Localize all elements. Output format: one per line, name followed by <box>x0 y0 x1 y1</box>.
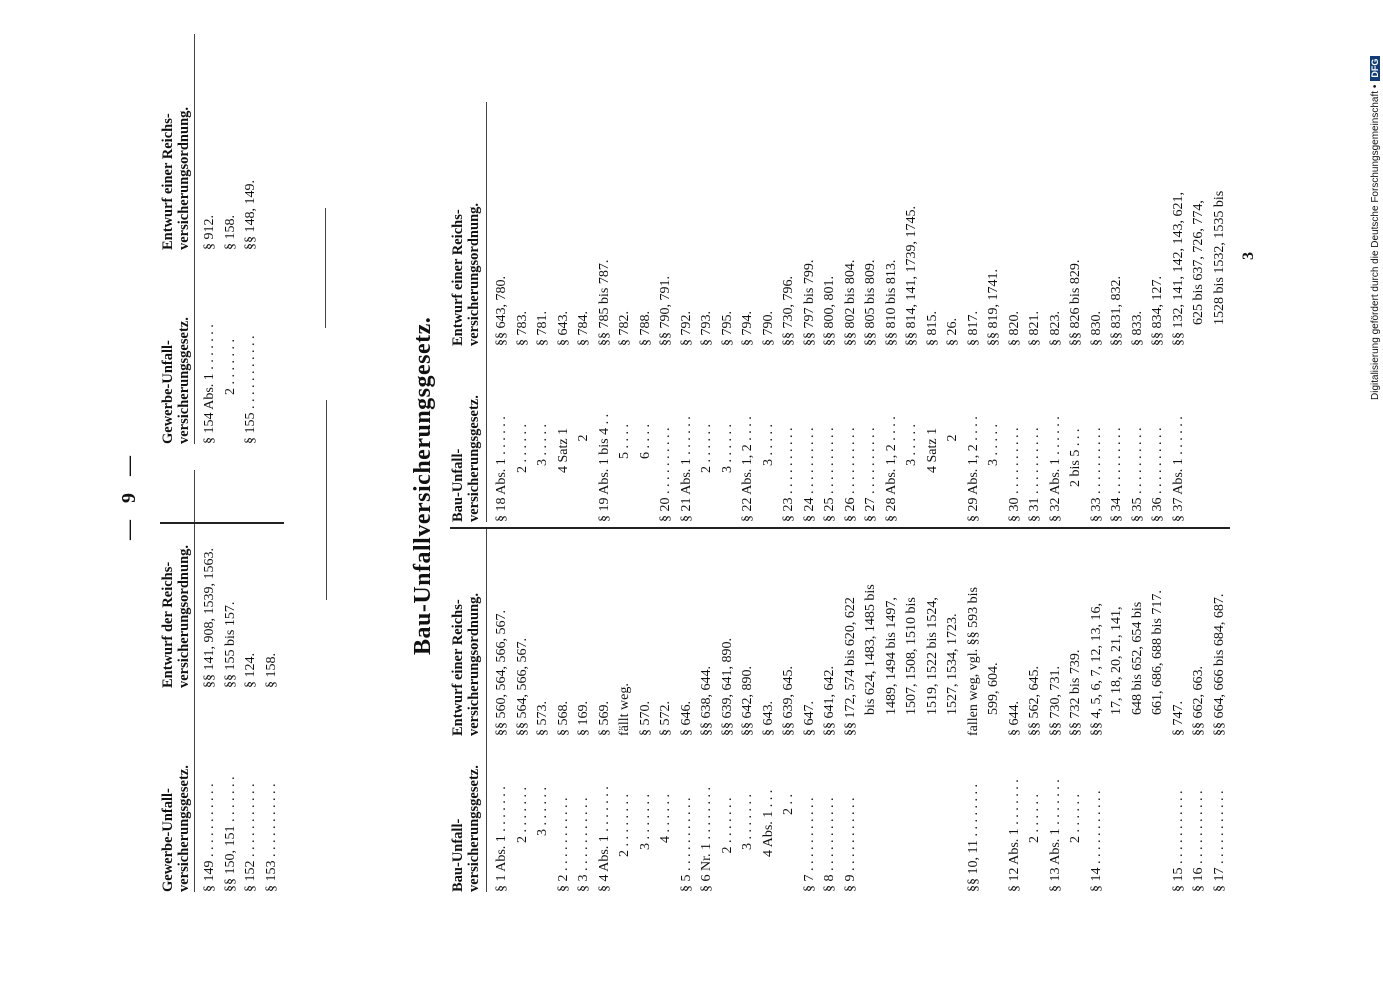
top-left-rows <box>200 472 282 892</box>
new-law-cell: §§ 564, 566, 567. <box>514 638 530 736</box>
new-law-cell: § 783. <box>514 311 530 346</box>
table-row <box>1210 2 1231 522</box>
old-law-cell: 3 . . . . . . <box>719 424 735 522</box>
new-law-cell: § 781. <box>535 311 550 346</box>
old-law-cell: § 37 Abs. 1 . . . . . . <box>1170 416 1186 522</box>
new-law-cell: § 646. <box>678 701 694 736</box>
new-law-cell: §§ 643, 780. <box>494 276 509 346</box>
new-law-cell: § 912. <box>202 215 217 250</box>
table-row <box>1087 530 1108 892</box>
old-law-cell: § 13 Abs. 1 . . . . . . . <box>1047 779 1063 892</box>
new-law-cell: § 569. <box>596 701 612 736</box>
new-law-cell: § 784. <box>576 311 591 346</box>
separator-rule <box>326 400 327 600</box>
new-law-cell: 1489, 1494 bis 1497, <box>883 597 899 736</box>
old-law-cell: 5 . . . . <box>617 424 632 522</box>
short-rule <box>325 208 326 328</box>
old-law-cell: § 4 Abs. 1 . . . . . . . <box>596 786 612 892</box>
table-row <box>513 2 534 522</box>
new-law-cell: § 788. <box>637 311 653 346</box>
page-number: — 9 — <box>118 450 140 540</box>
old-law-cell: §§ 150, 151 . . . . . . . <box>222 776 238 892</box>
dfg-logo: DFG <box>1370 56 1380 81</box>
new-law-cell: § 647. <box>801 701 817 736</box>
new-law-cell: §§ 814, 141, 1739, 1745. <box>904 206 919 346</box>
table-row <box>656 2 677 522</box>
table-row <box>636 530 657 892</box>
new-law-cell: § 820. <box>1006 311 1022 346</box>
table-row <box>677 530 698 892</box>
new-law-cell: § 644. <box>1006 701 1022 736</box>
old-law-cell: § 18 Abs. 1 . . . . . . <box>494 416 509 522</box>
table-row <box>943 530 964 892</box>
new-law-cell: § 782. <box>617 311 632 346</box>
old-law-cell: § 12 Abs. 1 . . . . . . . <box>1006 779 1022 892</box>
old-law-cell: § 149 . . . . . . . . . . . <box>202 783 217 892</box>
table-row <box>820 2 841 522</box>
new-law-cell: 1527, 1534, 1723. <box>945 613 960 736</box>
old-law-cell: 2 . . . . . . . <box>514 787 530 892</box>
table-row <box>738 530 759 892</box>
table-row <box>1066 530 1087 892</box>
new-law-cell: §§ 132, 141, 142, 143, 621, <box>1170 192 1186 346</box>
table-row <box>943 2 964 522</box>
table-row <box>882 2 903 522</box>
bottom-left-header-rule <box>486 527 487 892</box>
table-row <box>677 2 698 522</box>
top-left-header-rule <box>194 470 195 892</box>
old-law-cell: § 2 . . . . . . . . . . . <box>555 797 571 892</box>
top-right-header-new: Entwurf einer Reichs- versicherungsordnung. <box>160 106 192 250</box>
old-law-cell: 4 Satz 1 <box>555 427 571 522</box>
table-row <box>636 2 657 522</box>
new-law-cell: § 643. <box>760 701 776 736</box>
new-law-cell: 17, 18, 20, 21, 141, <box>1109 606 1124 736</box>
old-law-cell: § 17 . . . . . . . . . . . <box>1211 790 1227 892</box>
old-law-cell: 3 . . . . . <box>760 424 776 522</box>
table-row <box>615 2 636 522</box>
new-law-cell: 1507, 1508, 1510 bis <box>904 597 919 736</box>
table-row <box>574 530 595 892</box>
new-law-cell: § 158. <box>222 215 238 250</box>
new-law-cell: § 747. <box>1170 701 1186 736</box>
new-law-cell: §§ 639, 641, 890. <box>719 638 735 736</box>
new-law-cell: § 573. <box>535 701 550 736</box>
new-law-cell: §§ 639, 645. <box>781 666 796 736</box>
table-row <box>923 2 944 522</box>
table-row <box>1066 2 1087 522</box>
old-law-cell: § 19 Abs. 1 bis 4 . . <box>596 413 612 522</box>
table-row <box>554 2 575 522</box>
table-row <box>1005 2 1026 522</box>
old-law-cell: § 9 . . . . . . . . . . . <box>842 797 858 892</box>
table-row <box>779 530 800 892</box>
old-law-cell: § 6 Nr. 1 . . . . . . . . <box>699 787 714 892</box>
old-law-cell: 2 . . . . . . <box>1068 794 1083 892</box>
bottom-right-rows <box>492 2 1230 522</box>
new-law-cell: §§ 826 bis 829. <box>1068 259 1083 346</box>
new-law-cell: § 795. <box>719 311 735 346</box>
table-row <box>984 530 1005 892</box>
new-law-cell: § 790. <box>760 311 776 346</box>
new-law-cell: § 124. <box>243 653 258 688</box>
old-law-cell: 6 . . . . <box>637 424 653 522</box>
table-row <box>1128 530 1149 892</box>
old-law-cell: 3 . . . . . <box>986 424 1001 522</box>
table-row <box>820 530 841 892</box>
top-right-header-old: Gewerbe-Unfall- versicherungsgesetz. <box>160 317 192 444</box>
old-law-cell: 2 . . . . . . . <box>719 797 735 892</box>
table-row <box>1046 2 1067 522</box>
table-row <box>656 530 677 892</box>
top-right-rows <box>200 34 262 444</box>
table-row <box>574 2 595 522</box>
bottom-center-divider <box>450 527 1230 529</box>
old-law-cell: § 30 . . . . . . . . . . <box>1006 427 1022 522</box>
old-law-cell: §§ 10, 11 . . . . . . . . <box>965 784 981 892</box>
new-law-cell: §§ 141, 908, 1539, 1563. <box>202 548 217 688</box>
new-law-cell: 599, 604. <box>986 662 1001 736</box>
old-law-cell: 3 . . . . . . . <box>637 794 653 892</box>
table-row <box>554 530 575 892</box>
table-row <box>841 2 862 522</box>
table-row <box>595 530 616 892</box>
top-left-header-old: Gewerbe-Unfall- versicherungsgesetz. <box>160 765 192 892</box>
table-row <box>861 2 882 522</box>
new-law-cell: 648 bis 652, 654 bis <box>1129 601 1145 736</box>
old-law-cell: § 155 . . . . . . . . . . . <box>243 335 258 444</box>
old-law-cell: § 5 . . . . . . . . . . . <box>678 797 694 892</box>
table-row <box>800 530 821 892</box>
bottom-right-header-old: Bau-Unfall- versicherungsgesetz. <box>450 395 482 522</box>
section-title: Bau-Unfallversicherungsgesetz. <box>410 316 436 655</box>
old-law-cell: 4 Satz 1 <box>924 427 940 522</box>
table-row <box>1148 2 1169 522</box>
new-law-cell: §§ 662, 663. <box>1191 666 1206 736</box>
table-row <box>200 34 221 444</box>
new-law-cell: §§ 730, 731. <box>1047 666 1063 736</box>
table-row <box>984 2 1005 522</box>
new-law-cell: § 823. <box>1047 311 1063 346</box>
old-law-cell: 3 . . . . . . . <box>740 794 755 892</box>
old-law-cell: § 7 . . . . . . . . . . . <box>801 797 817 892</box>
footer-credit <box>1370 56 1381 400</box>
bottom-right-header-new: Entwurf einer Reichs- versicherungsordnung. <box>450 202 482 346</box>
old-law-cell: 3 . . . . . <box>904 424 919 522</box>
table-row <box>533 2 554 522</box>
table-row <box>1087 2 1108 522</box>
bottom-left-header-new: Entwurf einer Reichs- versicherungsordnung. <box>450 592 482 736</box>
new-law-cell: §§ 790, 791. <box>658 276 673 346</box>
new-law-cell: §§ 831, 832. <box>1109 276 1124 346</box>
table-row <box>533 530 554 892</box>
old-law-cell: § 35 . . . . . . . . . . <box>1129 427 1145 522</box>
old-law-cell: § 21 Abs. 1 . . . . . . <box>678 416 694 522</box>
new-law-cell: 1528 bis 1532, 1535 bis <box>1211 190 1227 346</box>
new-law-cell: §§ 148, 149. <box>243 180 258 250</box>
new-law-cell: § 821. <box>1027 311 1042 346</box>
table-row <box>1107 2 1128 522</box>
table-row <box>241 34 262 444</box>
old-law-cell: § 16 . . . . . . . . . . . <box>1191 790 1206 892</box>
signature-mark: 3 <box>1240 252 1257 260</box>
new-law-cell: §§ 562, 645. <box>1027 666 1042 736</box>
new-law-cell: 1519, 1522 bis 1524, <box>924 597 940 736</box>
new-law-cell: §§ 560, 564, 566, 567. <box>494 610 509 736</box>
new-law-cell: §§ 172, 574 bis 620, 622 <box>842 597 858 736</box>
old-law-cell: 2 . . . . . . . . <box>617 794 632 892</box>
new-law-cell: § 792. <box>678 311 694 346</box>
new-law-cell: §§ 810 bis 813. <box>883 259 899 346</box>
table-row <box>800 2 821 522</box>
bottom-right-header-rule <box>486 102 487 522</box>
table-row <box>759 2 780 522</box>
old-law-cell: § 33 . . . . . . . . . . <box>1088 427 1104 522</box>
table-row <box>221 472 242 892</box>
old-law-cell: § 154 Abs. 1 . . . . . . . <box>202 324 217 444</box>
new-law-cell: § 568. <box>555 701 571 736</box>
old-law-cell: § 3 . . . . . . . . . . . <box>576 797 591 892</box>
new-law-cell: 661, 686, 688 bis 717. <box>1150 590 1165 736</box>
old-law-cell: § 31 . . . . . . . . . . <box>1027 427 1042 522</box>
old-law-cell: 2 . . . . . . <box>1027 794 1042 892</box>
table-row <box>262 472 283 892</box>
table-row <box>964 530 985 892</box>
old-law-cell: 2 <box>576 434 591 522</box>
table-row <box>923 530 944 892</box>
old-law-cell: § 15 . . . . . . . . . . . <box>1170 790 1186 892</box>
table-row <box>1210 530 1231 892</box>
old-law-cell: § 27 . . . . . . . . . . <box>863 427 878 522</box>
top-left-header-new: Entwurf der Reichs- versicherungsordnung. <box>160 544 192 688</box>
old-law-cell: 3 . . . . . <box>535 424 550 522</box>
old-law-cell: § 20 . . . . . . . . . . <box>658 427 673 522</box>
new-law-cell: §§ 802 bis 804. <box>842 259 858 346</box>
table-row <box>1189 530 1210 892</box>
bottom-left-rows <box>492 530 1230 892</box>
new-law-cell: §§ 730, 796. <box>781 276 796 346</box>
table-row <box>738 2 759 522</box>
new-law-cell: §§ 805 bis 809. <box>863 259 878 346</box>
table-row <box>1128 2 1149 522</box>
old-law-cell: 2 . . . . . . . <box>222 339 238 444</box>
table-row <box>1107 530 1128 892</box>
new-law-cell: § 817. <box>965 311 981 346</box>
bottom-left-header-old: Bau-Unfall- versicherungsgesetz. <box>450 765 482 892</box>
table-row <box>779 2 800 522</box>
table-row <box>1005 530 1026 892</box>
old-law-cell: 4 Abs. 1 . . . <box>760 789 776 892</box>
table-row <box>1169 530 1190 892</box>
old-law-cell: § 26 . . . . . . . . . . <box>842 427 858 522</box>
new-law-cell: bis 624, 1483, 1485 bis <box>863 584 878 736</box>
old-law-cell: § 23 . . . . . . . . . . <box>781 427 796 522</box>
new-law-cell: § 830. <box>1088 311 1104 346</box>
old-law-cell: § 14 . . . . . . . . . . . <box>1088 790 1104 892</box>
old-law-cell: 2 . . . . . . <box>514 424 530 522</box>
table-row <box>1148 530 1169 892</box>
new-law-cell: §§ 819, 1741. <box>986 269 1001 346</box>
new-law-cell: §§ 785 bis 787. <box>596 259 612 346</box>
table-row <box>1046 530 1067 892</box>
old-law-cell: § 1 Abs. 1 . . . . . . . <box>494 786 509 892</box>
new-law-cell: § 833. <box>1129 311 1145 346</box>
new-law-cell: § 26. <box>945 318 960 346</box>
table-row <box>200 472 221 892</box>
new-law-cell: § 815. <box>924 311 940 346</box>
new-law-cell: § 794. <box>740 311 755 346</box>
new-law-cell: §§ 732 bis 739. <box>1068 649 1083 736</box>
table-row <box>1025 530 1046 892</box>
table-row <box>718 530 739 892</box>
new-law-cell: §§ 641, 642. <box>822 666 837 736</box>
new-law-cell: §§ 638, 644. <box>699 666 714 736</box>
footer-text: Digitalisierung gefördert durch die Deutsche Forschungsgemeinschaft • <box>1370 84 1381 400</box>
table-row <box>615 530 636 892</box>
table-row <box>964 2 985 522</box>
table-row <box>492 530 513 892</box>
new-law-cell: §§ 155 bis 157. <box>222 601 238 688</box>
old-law-cell: 2 <box>945 434 960 522</box>
old-law-cell: § 29 Abs. 1, 2 . . . . <box>965 416 981 522</box>
table-row <box>861 530 882 892</box>
old-law-cell: 4 . . . . . . <box>658 794 673 892</box>
top-right-header-rule <box>194 34 195 444</box>
new-law-cell: §§ 834, 127. <box>1150 276 1165 346</box>
table-row <box>1189 2 1210 522</box>
old-law-cell: § 8 . . . . . . . . . . . <box>822 797 837 892</box>
new-law-cell: §§ 4, 5, 6, 7, 12, 13, 16, <box>1088 603 1104 736</box>
table-row <box>492 2 513 522</box>
table-row <box>882 530 903 892</box>
new-law-cell: § 643. <box>555 311 571 346</box>
old-law-cell: 2 bis 5 . . . <box>1068 428 1083 522</box>
table-row <box>697 2 718 522</box>
new-law-cell: fallen weg, vgl. §§ 593 bis <box>965 587 981 736</box>
new-law-cell: § 169. <box>576 701 591 736</box>
new-law-cell: 625 bis 637, 726, 774, <box>1191 200 1206 346</box>
old-law-cell: 3 . . . . . . <box>535 787 550 892</box>
old-law-cell: § 22 Abs. 1, 2 . . . . <box>740 416 755 522</box>
table-row <box>1169 2 1190 522</box>
table-row <box>241 472 262 892</box>
table-row <box>221 34 242 444</box>
new-law-cell: § 158. <box>263 653 279 688</box>
table-row <box>595 2 616 522</box>
new-law-cell: § 570. <box>637 701 653 736</box>
old-law-cell: § 36 . . . . . . . . . . <box>1150 427 1165 522</box>
table-row <box>513 530 534 892</box>
old-law-cell: § 152 . . . . . . . . . . . <box>243 783 258 892</box>
table-row <box>1025 2 1046 522</box>
table-row <box>697 530 718 892</box>
old-law-cell: § 24 . . . . . . . . . . <box>801 427 817 522</box>
new-law-cell: §§ 800, 801. <box>822 276 837 346</box>
old-law-cell: 2 . . . . . . <box>699 424 714 522</box>
table-row <box>902 530 923 892</box>
new-law-cell: § 793. <box>699 311 714 346</box>
table-row <box>902 2 923 522</box>
old-law-cell: § 28 Abs. 1, 2 . . . . <box>883 416 899 522</box>
old-law-cell: 2 . . <box>781 794 796 892</box>
table-row <box>759 530 780 892</box>
table-row <box>718 2 739 522</box>
new-law-cell: fällt weg. <box>617 683 632 736</box>
table-row <box>841 530 862 892</box>
new-law-cell: § 572. <box>658 701 673 736</box>
old-law-cell: § 153 . . . . . . . . . . . <box>263 783 279 892</box>
new-law-cell: §§ 642, 890. <box>740 666 755 736</box>
old-law-cell: § 32 Abs. 1 . . . . . . <box>1047 416 1063 522</box>
new-law-cell: §§ 797 bis 799. <box>801 259 817 346</box>
old-law-cell: § 34 . . . . . . . . . . <box>1109 427 1124 522</box>
old-law-cell: § 25 . . . . . . . . . . <box>822 427 837 522</box>
new-law-cell: §§ 664, 666 bis 684, 687. <box>1211 593 1227 736</box>
